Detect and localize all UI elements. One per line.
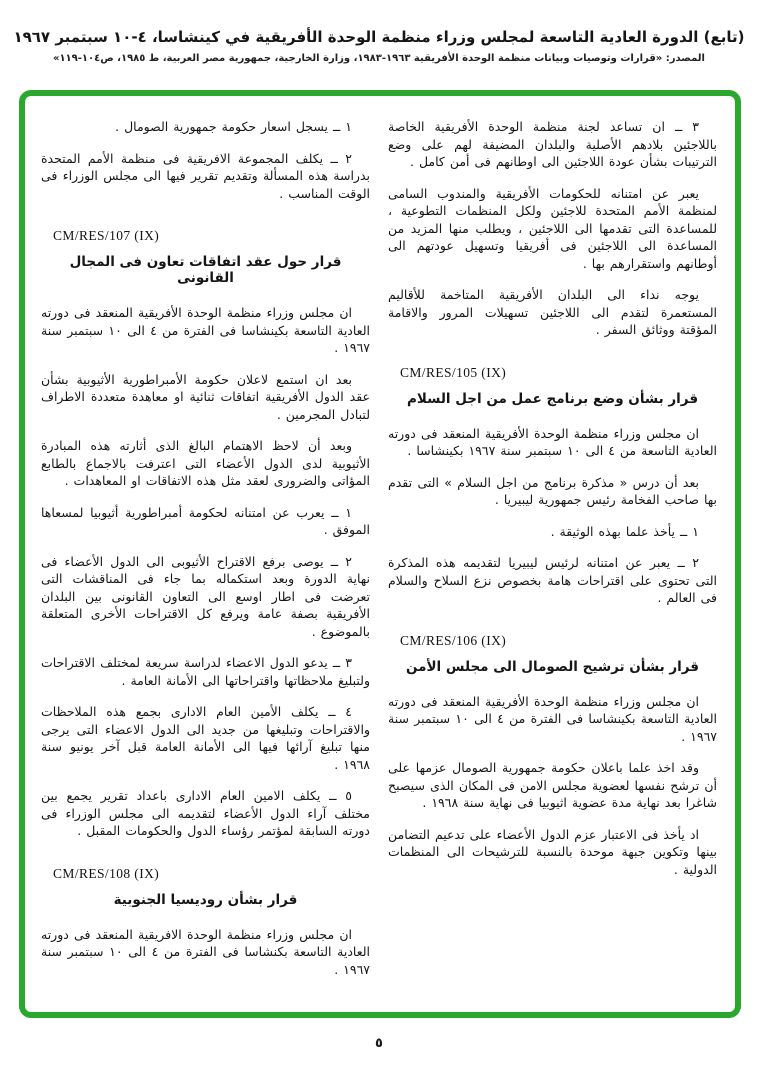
paragraph: ٤ ــ يكلف الأمين العام الادارى بجمع هذه الملاحظات والاقتراحات وتبليغها من جديد الى الدول الاعضاء التى يرجى منها تبليغ آرائها فيها الى الأمانة العامة قبل آخر يونيو سنة ١٩٦٨ . [41, 704, 370, 772]
resolution-title: قرار بشأن ترشيح الصومال الى مجلس الأمن [405, 658, 700, 675]
paragraph: وبعد أن لاحظ الاهتمام البالغ الذى أثارته هذه المبادرة الأثيوبية لدى الدول الأعضاء التى اعترفت بالاجماع بالطابع المؤاتى والضرورى لعقد مثل هذه الاتفاقات او المعاهدات . [41, 438, 370, 488]
paragraph: ١ ــ يسجل اسعار حكومة جمهورية الصومال . [115, 119, 352, 134]
paragraph: ٢ ــ يكلف المجموعة الافريقية فى منظمة الأمم المتحدة بدراسة هذه المسألة وتقديم تقرير فيها الى مجلس الوزراء فى الوقت المناسب . [41, 150, 370, 201]
paragraph: ٣ ــ يدعو الدول الاعضاء لدراسة سريعة لمختلف الاقتراحات ولتبليغ ملاحظاتها واقتراحاتها الى الأمانة العامة . [41, 655, 370, 688]
paragraph: بعد ان استمع لاعلان حكومة الأمبراطورية الأثيوبية بشأن عقد الدول الأفريقية اتفاقات ثنائية او معاهدة متعددة الاطراف لتبادل المجرمين . [41, 371, 370, 422]
paragraph: ٢ ــ يعبر عن امتنانه لرئيس ليبيريا لتقديمه هذه المذكرة التى تحتوى على اقتراحات هامة بخصوص نزع السلاح والسلام فى العالم . [388, 555, 717, 605]
paragraph: بعد أن درس « مذكرة برنامج من اجل السلام » التى تقدم بها صاحب الفخامة رئيس جمهورية ليبيريا . [388, 474, 717, 507]
resolution-code: CM/RES/106 (IX) [400, 632, 507, 648]
paragraph: ١ ــ يأخذ علما بهذه الوثيقة . [550, 523, 699, 539]
document-header [0, 0, 758, 64]
paragraph: ان مجلس وزراء منظمة الوحدة الأفريقية المنعقد فى دورته العادية التاسعة من ٤ الى ١٠ سبتمبر سنة ١٩٦٧ بكينشاسا . [388, 425, 717, 458]
paragraph: ان مجلس وزراء منظمة الوحدة الأفريقية المنعقد فى دورته العادية التاسعة بكينشاسا فى الفترة من ٤ الى ١٠ سبتمبر سنة ١٩٦٧ . [41, 305, 370, 355]
paragraph: ٥ ــ يكلف الامين العام الادارى باعداد تقرير يجمع بين مختلف آراء الدول الأعضاء لتقديمه الى مجلس الوزراء فى دورته السابقة لمؤتمر رؤساء الدول والحكومات المقبل . [41, 788, 370, 838]
source-line: المصدر: «قرارات وتوصيات وبيانات منظمة الوحدة الأفريقية ١٩٦٣-١٩٨٣، وزارة الخارجية، جمهورية مصر العربية، ط ١٩٨٥، ص١٠٤-١١٩» [52, 53, 705, 64]
paragraph: يوجه نداء الى البلدان الأفريقية المتاخمة للأقاليم المستعمرة لتقدم الى اللاجئين تسهيلات المرور والاقامة المؤقتة ووثائق السفر . [388, 287, 717, 337]
resolution-code: CM/RES/108 (IX) [53, 865, 160, 881]
page-number: ٥ [375, 1036, 383, 1051]
resolution-code: CM/RES/105 (IX) [400, 364, 507, 380]
resolution-title: قرار حول عقد اتفاقات تعاون فى المجال القانونى [69, 254, 342, 286]
page-title: (تابع) الدورة العادية التاسعة لمجلس وزراء منظمة الوحدة الأفريقية في كينشاسا، ٤-١٠ سبتمبر ١٩٦٧ [13, 28, 745, 46]
paragraph: ١ ــ يعرب عن امتنانه لحكومة أمبراطورية أثيوبيا لمسعاها الموفق . [41, 504, 370, 537]
content-frame [19, 90, 741, 1018]
paragraph: ان مجلس وزراء منظمة الوحدة الأفريقية المنعقد فى دورته العادية التاسعة بكينشاسا فى الفترة من ٤ الى ١٠ سبتمبر سنة ١٩٦٧ . [388, 693, 717, 744]
paragraph: ٢ ــ يوصى برفع الاقتراح الأثيوبى الى الدول الأعضاء فى نهاية الدورة وبعد استكماله بما جاء فى المناقشات التى تعرضت فى اطار اوسع الى التعاون القانونى بين البلدان الأفريقية بصفة عامة ويرفع كل الاقتراحات الأخرى المتعلقة بالموضوع . [41, 553, 370, 639]
paragraph: ان مجلس وزراء منظمة الوحدة الافريقية المنعقد فى دورته العادية التاسعة بكنشاسا فى الفترة من ٤ الى ١٠ سبتمبر سنة ١٩٦٧ . [41, 926, 371, 977]
column-right [388, 118, 717, 1002]
resolution-code: CM/RES/107 (IX) [53, 228, 160, 243]
resolution-title: قرار بشأن روديسيا الجنوبية [113, 891, 298, 908]
paragraph: وقد اخذ علما باعلان حكومة جمهورية الصومال عزمها على أن ترشح نفسها لعضوية مجلس الامن فى المكان الذى سيصبح شاغرا بعد نهاية مدة عضوية اثيوبيا فى نهاية سنة ١٩٦٨ . [388, 760, 717, 810]
paragraph: يعبر عن امتنانه للحكومات الأفريقية والمندوب السامى لمنظمة الأمم المتحدة للاجئين ولكل المنظمات التطوعية ، للمساعدة التى تقدمها الى اللاجئين ، ويطلب منها المزيد من المساعدة الى اللاجئين فى أفريقيا وتسهيل عودتهم الى أوطانهم واستقرارهم بها . [388, 185, 717, 271]
column-left [41, 118, 370, 1002]
paragraph: اد يأخذ فى الاعتبار عزم الدول الأعضاء على تدعيم التضامن بينها وتكوين جبهة موحدة بالنسبة للترشيحات الى المنظمات الدولية . [388, 826, 717, 877]
paragraph: ٣ ــ ان تساعد لجنة منظمة الوحدة الأفريقية الخاصة باللاجئين بلادهم الأصلية والبلدان المضيفة لهم على وضع الترتيبات بشأن عودة اللاجئين الى اوطانهم فى أمن كامل . [388, 119, 717, 169]
resolution-title: قرار بشأن وضع برنامج عمل من اجل السلام [406, 390, 699, 407]
